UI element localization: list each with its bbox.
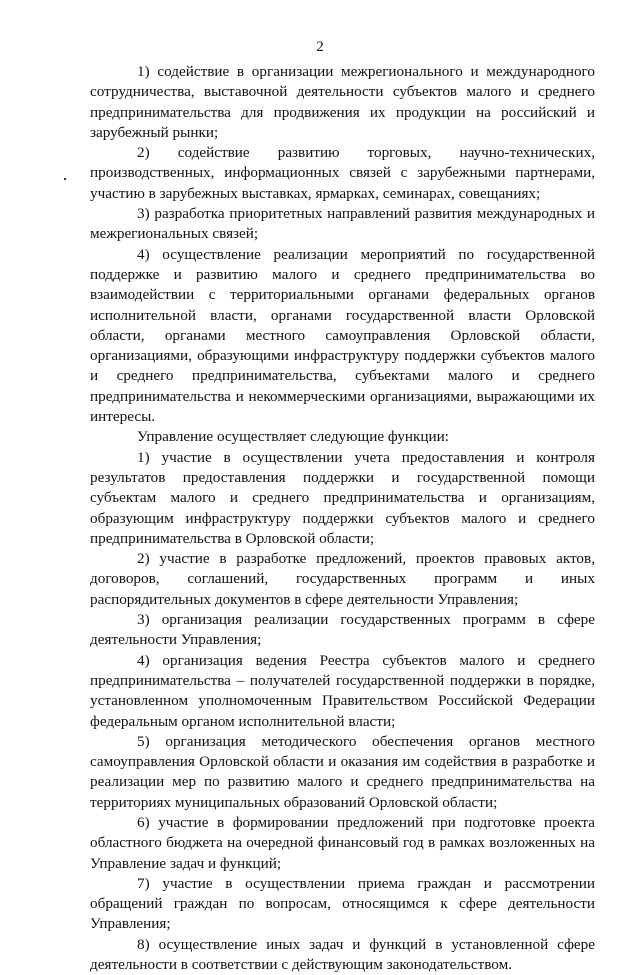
paragraph-function-2: 2) участие в разработке предложений, проектов правовых актов, договоров, соглашений, государственных программ и иных распорядительных документов в сфере деятельности Управления;: [90, 550, 595, 608]
paragraph-function-3: 3) организация реализации государственных программ в сфере деятельности Управления;: [90, 611, 595, 649]
paragraph-task-2: 2) содействие развитию торговых, научно-технических, производственных, информационных связей с зарубежными партнерами, участию в зарубежных выставках, ярмарках, семинарах, совещаниях;: [90, 144, 595, 202]
page-number: 2: [316, 39, 324, 55]
paragraph-function-4: 4) организация ведения Реестра субъектов малого и среднего предпринимательства – получателей государственной поддержки в порядке, установленном уполномоченным Правительством Российской Федерации федеральным органом исполнительной власти;: [90, 651, 595, 730]
paragraph-task-4: 4) осуществление реализации мероприятий по государственной поддержке и развитию малого и среднего предпринимательства во взаимодействии с территориальными органами федеральных органов исполнительной власти, органами государственной власти Орловской области, органами местного самоуправления Орловской области, организациями, образующими инфраструктуру поддержки субъектов малого и среднего предпринимательства, субъектами малого и среднего предпринимательства и некоммерческими организациями, выражающими их интересы.: [90, 245, 595, 426]
paragraph-function-7: 7) участие в осуществлении приема граждан и рассмотрении обращений граждан по вопросам, относящимся к сфере деятельности Управления;: [90, 874, 595, 933]
paragraph-function-1: 1) участие в осуществлении учета предоставления и контроля результатов предоставления поддержки и государственной помощи субъектам малого и среднего предпринимательства и организациям, образующим инфраструктуру поддержки субъектов малого и среднего предпринимательства в Орловской области;: [90, 448, 595, 547]
paragraph-task-3: 3) разработка приоритетных направлений развития международных и межрегиональных связей;: [90, 205, 595, 243]
paragraph-task-1: 1) содействие в организации межрегионального и международного сотрудничества, выставочной деятельности субъектов малого и среднего предпринимательства для продвижения их продукции на российский и зарубежный рынки;: [90, 63, 595, 141]
paragraph-function-5: 5) организация методического обеспечения органов местного самоуправления Орловской области и оказания им содействия в разработке и реализации мер по развитию малого и среднего предпринимательства на территориях муниципальных образований Орловской области;: [90, 732, 595, 811]
paragraph-function-8: 8) осуществление иных задач и функций в установленной сфере деятельности в соответствии с действующим законодательством.: [90, 935, 595, 974]
document-body: [90, 62, 595, 975]
functions-heading: Управление осуществляет следующие функции:: [137, 428, 450, 446]
scan-speck: [64, 178, 66, 180]
paragraph-function-6: 6) участие в формировании предложений при подготовке проекта областного бюджета на очередной финансовый год в рамках возложенных на Управление задач и функций;: [90, 813, 595, 872]
